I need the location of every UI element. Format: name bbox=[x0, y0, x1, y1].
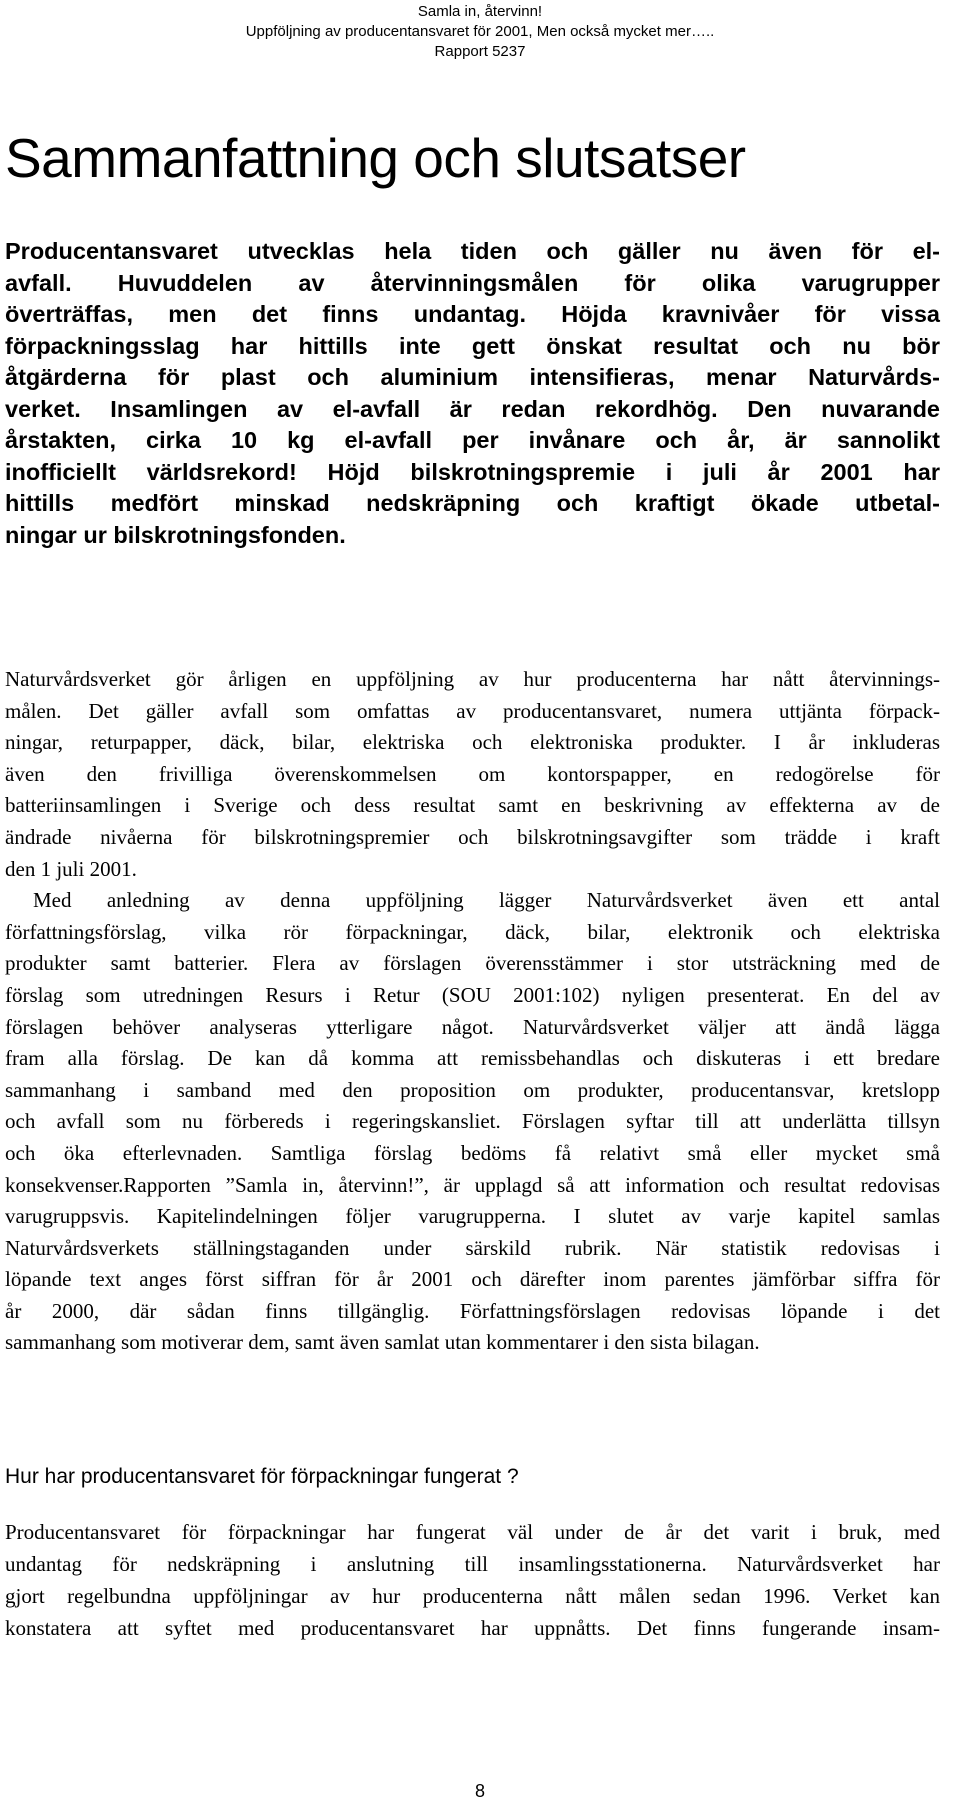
summary-line: åtgärderna för plast och aluminium intensifieras, menar Naturvårds- bbox=[5, 364, 940, 390]
summary-line: verket. Insamlingen av el-avfall är redan rekordhög. Den nuvarande bbox=[5, 395, 940, 422]
section-line: gjort regelbundna uppföljningar av hur producenterna nått målen sedan 1996. Verket kan bbox=[5, 1584, 940, 1608]
body-line: varugruppsvis. Kapitelindelningen följer varugrupperna. I slutet av varje kapitel samlas bbox=[5, 1204, 940, 1229]
body-line: löpande text anges först siffran för år 2001 och därefter inom parentes jämförbar siffra för bbox=[5, 1267, 940, 1292]
body-line: ningar, returpapper, däck, bilar, elektriska och elektroniska produkter. I år inkluderas bbox=[5, 730, 940, 755]
body-line: Naturvårdsverket gör årligen en uppföljning av hur producenterna har nått återvinnings- bbox=[5, 667, 940, 691]
header-report-number: Rapport 5237 bbox=[434, 43, 526, 60]
body-line: batteriinsamlingen i Sverige och dess resultat samt en beskrivning av effekterna av de bbox=[5, 793, 940, 818]
summary-line: ningar ur bilskrotningsfonden. bbox=[5, 521, 346, 548]
summary-line: Producentansvaret utvecklas hela tiden och gäller nu även för el- bbox=[5, 238, 940, 264]
body-line: Naturvårdsverkets ställningstaganden under särskild rubrik. När statistik redovisas i bbox=[5, 1235, 940, 1260]
section-line: Producentansvaret för förpackningar har fungerat väl under de år det varit i bruk, med bbox=[5, 1520, 940, 1544]
body-line: ändrade nivåerna för bilskrotningspremier och bilskrotningsavgifter som trädde i kraft bbox=[5, 824, 940, 849]
summary-line: årstakten, cirka 10 kg el-avfall per invånare och år, är sannolikt bbox=[5, 427, 940, 453]
body-line: och avfall som nu förbereds i regeringskansliet. Förslagen syftar till att underlätta tillsyn bbox=[5, 1109, 940, 1134]
summary-line: avfall. Huvuddelen av återvinningsmålen för olika varugrupper bbox=[5, 269, 940, 296]
body-line: produkter samt batterier. Flera av förslagen överensstämmer i stor utsträckning med de bbox=[5, 951, 940, 976]
body-line: och öka efterlevnaden. Samtliga förslag bedöms få relativt små eller mycket små bbox=[5, 1140, 940, 1165]
body-line: år 2000, där sådan finns tillgänglig. Författningsförslagen redovisas löpande i det bbox=[5, 1298, 940, 1323]
body-line: målen. Det gäller avfall som omfattas av producentansvaret, numera uttjänta förpack- bbox=[5, 698, 940, 723]
body-line: Med anledning av denna uppföljning lägger Naturvårdsverket även ett antal bbox=[33, 888, 940, 913]
body-line: sammanhang i samband med den proposition om produkter, producentansvar, kretslopp bbox=[5, 1077, 940, 1102]
header-series-title: Samla in, återvinn! bbox=[417, 3, 543, 20]
page-title: Sammanfattning och slutsatser bbox=[5, 127, 746, 189]
page-number: 8 bbox=[474, 1781, 485, 1801]
body-line: den 1 juli 2001. bbox=[5, 856, 137, 881]
section-line: konstatera att syftet med producentansvaret har uppnåtts. Det finns fungerande insam- bbox=[5, 1616, 940, 1640]
summary-line: inofficiellt världsrekord! Höjd bilskrotningspremie i juli år 2001 har bbox=[5, 458, 940, 485]
summary-line: förpackningsslag har hittills inte gett önskat resultat och nu bör bbox=[5, 332, 940, 359]
section-heading: Hur har producentansvaret för förpackningar fungerat ? bbox=[5, 1465, 519, 1488]
body-paragraphs bbox=[5, 664, 940, 1359]
body-line: fram alla förslag. De kan då komma att remissbehandlas och diskuteras i ett bredare bbox=[5, 1046, 940, 1071]
body-line: förslagen behöver analyseras ytterligare något. Naturvårdsverket väljer att ändå lägga bbox=[5, 1014, 940, 1039]
header-subtitle: Uppföljning av producentansvaret för 2001, Men också mycket mer….. bbox=[245, 23, 715, 40]
body-line: även den frivilliga överenskommelsen om kontorspapper, en redogörelse för bbox=[5, 761, 940, 786]
running-header bbox=[0, 2, 960, 62]
body-line: författningsförslag, vilka rör förpackningar, däck, bilar, elektronik och elektriska bbox=[5, 919, 940, 944]
section-paragraph bbox=[5, 1516, 940, 1644]
body-line: konsekvenser.Rapporten ”Samla in, återvinn!”, är upplagd så att information och resultat redovisas bbox=[5, 1172, 940, 1197]
body-line: sammanhang som motiverar dem, samt även samlat utan kommentarer i den sista bilagan. bbox=[5, 1330, 760, 1355]
summary-line: överträffas, men det finns undantag. Höjda kravnivåer för vissa bbox=[5, 301, 940, 327]
summary-line: hittills medfört minskad nedskräpning och kraftigt ökade utbetal- bbox=[5, 490, 940, 516]
section-line: undantag för nedskräpning i anslutning till insamlingsstationerna. Naturvårdsverket har bbox=[5, 1552, 940, 1576]
body-line: förslag som utredningen Resurs i Retur (SOU 2001:102) nyligen presenterat. En del av bbox=[5, 982, 940, 1007]
summary-paragraph bbox=[5, 236, 940, 551]
